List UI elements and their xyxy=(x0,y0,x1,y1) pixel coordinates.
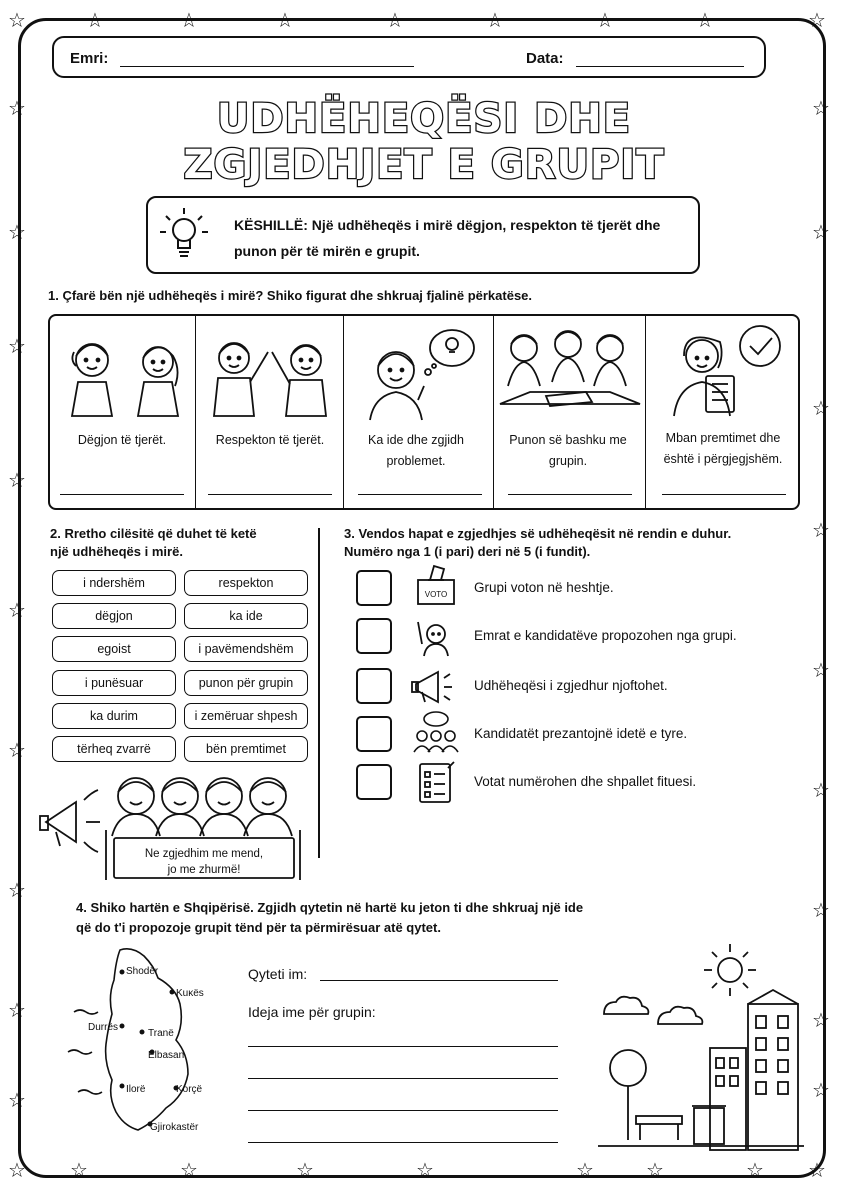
q1-label-2: Respekton të tjerët. xyxy=(215,433,325,447)
step-text-4: Kandidatët prezantojnë idetë e tyre. xyxy=(474,726,688,741)
quality-option[interactable]: i pavëmendshëm xyxy=(184,636,308,662)
city-label: Kuĸës xyxy=(176,988,204,999)
idea-line-2[interactable] xyxy=(248,1078,558,1079)
header-box xyxy=(52,36,766,78)
name-label: Emri: xyxy=(70,50,109,67)
step-text-3: Udhëheqësi i zgjedhur njoftohet. xyxy=(474,678,668,693)
speech-people-icon xyxy=(412,710,460,756)
city-label: Gjirokastër xyxy=(150,1122,199,1133)
q1-label-1: Dëgjon të tjerët. xyxy=(77,433,167,447)
city-scene-icon xyxy=(598,940,804,1152)
name-field[interactable] xyxy=(120,66,414,67)
city-label-prompt: Qyteti im: xyxy=(248,966,308,982)
city-label: Elbasan xyxy=(148,1050,185,1061)
quality-option[interactable]: ka durim xyxy=(52,703,176,729)
step-number-box-1[interactable] xyxy=(356,570,392,606)
q1-answer-4[interactable] xyxy=(508,494,632,495)
idea-line-4[interactable] xyxy=(248,1142,558,1143)
quality-option[interactable]: tërheq zvarrë xyxy=(52,736,176,762)
q3-prompt-1: 3. Vendos hapat e zgjedhjes së udhëheqësit në rendin e duhur. xyxy=(344,526,732,541)
q4-prompt-1: 4. Shiko hartën e Shqipërisë. Zgjidh qytetin në hartë ku jeton ti dhe shkruaj një ide xyxy=(76,900,584,915)
ballot-box-label: VOTO xyxy=(424,590,448,599)
banner-text xyxy=(116,846,292,878)
idea-label: Ideja ime për grupin: xyxy=(248,1004,376,1020)
page-title-line2: ZGJEDHJET E GRUPIT xyxy=(183,142,665,188)
q2-prompt-2: një udhëheqës i mirë. xyxy=(50,544,183,559)
banner-line-1: Ne zgjedhim me mend, xyxy=(144,848,264,860)
city-label: Tranë xyxy=(148,1028,174,1039)
step-number-box-5[interactable] xyxy=(356,764,392,800)
tip-body: Një udhëheqës i mirë dëgjon, respekton të tjerët dhe punon për të mirën e grupit. xyxy=(234,217,661,259)
q1-label-5: Mban premtimet dhe është i përgjegjshëm. xyxy=(663,431,783,466)
step-number-box-3[interactable] xyxy=(356,668,392,704)
q1-answer-2[interactable] xyxy=(208,494,332,495)
step-number-box-4[interactable] xyxy=(356,716,392,752)
q1-answer-1[interactable] xyxy=(60,494,184,495)
idea-line-1[interactable] xyxy=(248,1046,558,1047)
quality-option[interactable]: i punësuar xyxy=(52,670,176,696)
step-number-box-2[interactable] xyxy=(356,618,392,654)
quality-option[interactable]: i zemëruar shpesh xyxy=(184,703,308,729)
idea-line-3[interactable] xyxy=(248,1110,558,1111)
quality-option[interactable]: ka ide xyxy=(184,603,308,629)
city-label: Ilorë xyxy=(126,1084,146,1095)
city-label: Korçë xyxy=(176,1084,203,1095)
tip-label: KËSHILLË: xyxy=(234,217,308,233)
checklist-icon xyxy=(414,760,458,806)
q1-answer-5[interactable] xyxy=(662,494,786,495)
high-five-kids-icon xyxy=(206,326,336,421)
q3-prompt-2: Numëro nga 1 (i pari) deri në 5 (i fundit). xyxy=(344,544,591,559)
responsible-kid-icon xyxy=(666,320,790,420)
quality-option[interactable]: dëgjon xyxy=(52,603,176,629)
quality-option[interactable]: i ndershëm xyxy=(52,570,176,596)
city-label: Shodër xyxy=(126,966,159,977)
step-text-1: Grupi voton në heshtje. xyxy=(474,580,614,595)
city-input[interactable] xyxy=(320,980,558,981)
raised-hand-icon xyxy=(412,614,456,658)
q4-prompt-2: që do t'i propozoje grupit tënd për ta përmirësuar atë qytet. xyxy=(76,920,441,935)
quality-option[interactable]: punon për grupin xyxy=(184,670,308,696)
lightbulb-icon xyxy=(158,204,210,266)
q1-prompt: 1. Çfarë bën një udhëheqës i mirë? Shiko figurat dhe shkruaj fjalinë përkatëse. xyxy=(48,288,533,303)
ballot-box-icon xyxy=(414,562,458,606)
city-label: Durrës xyxy=(88,1022,119,1033)
idea-kid-icon xyxy=(356,322,486,422)
teamwork-kids-icon xyxy=(500,326,640,421)
q1-answer-3[interactable] xyxy=(358,494,482,495)
quality-option[interactable]: bën premtimet xyxy=(184,736,308,762)
quality-option[interactable]: egoist xyxy=(52,636,176,662)
q1-label-3: Ka ide dhe zgjidh problemet. xyxy=(368,433,464,468)
listening-kids-icon xyxy=(60,326,190,421)
tip-text xyxy=(234,212,694,264)
step-text-2: Emrat e kandidatëve propozohen nga grupi. xyxy=(474,628,737,643)
quality-option[interactable]: respekton xyxy=(184,570,308,596)
step-text-5: Votat numërohen dhe shpallet fituesi. xyxy=(474,774,697,789)
section-divider xyxy=(318,528,320,858)
date-label: Data: xyxy=(526,50,564,67)
date-field[interactable] xyxy=(576,66,744,67)
q1-label-4: Punon së bashku me grupin. xyxy=(509,433,627,468)
banner-line-2: jo me zhurmë! xyxy=(167,864,241,876)
megaphone-icon xyxy=(410,664,456,708)
q2-prompt-1: 2. Rretho cilësitë që duhet të ketë xyxy=(50,526,257,541)
page-title-line1: UDHËHEQËSI DHE xyxy=(216,96,632,142)
